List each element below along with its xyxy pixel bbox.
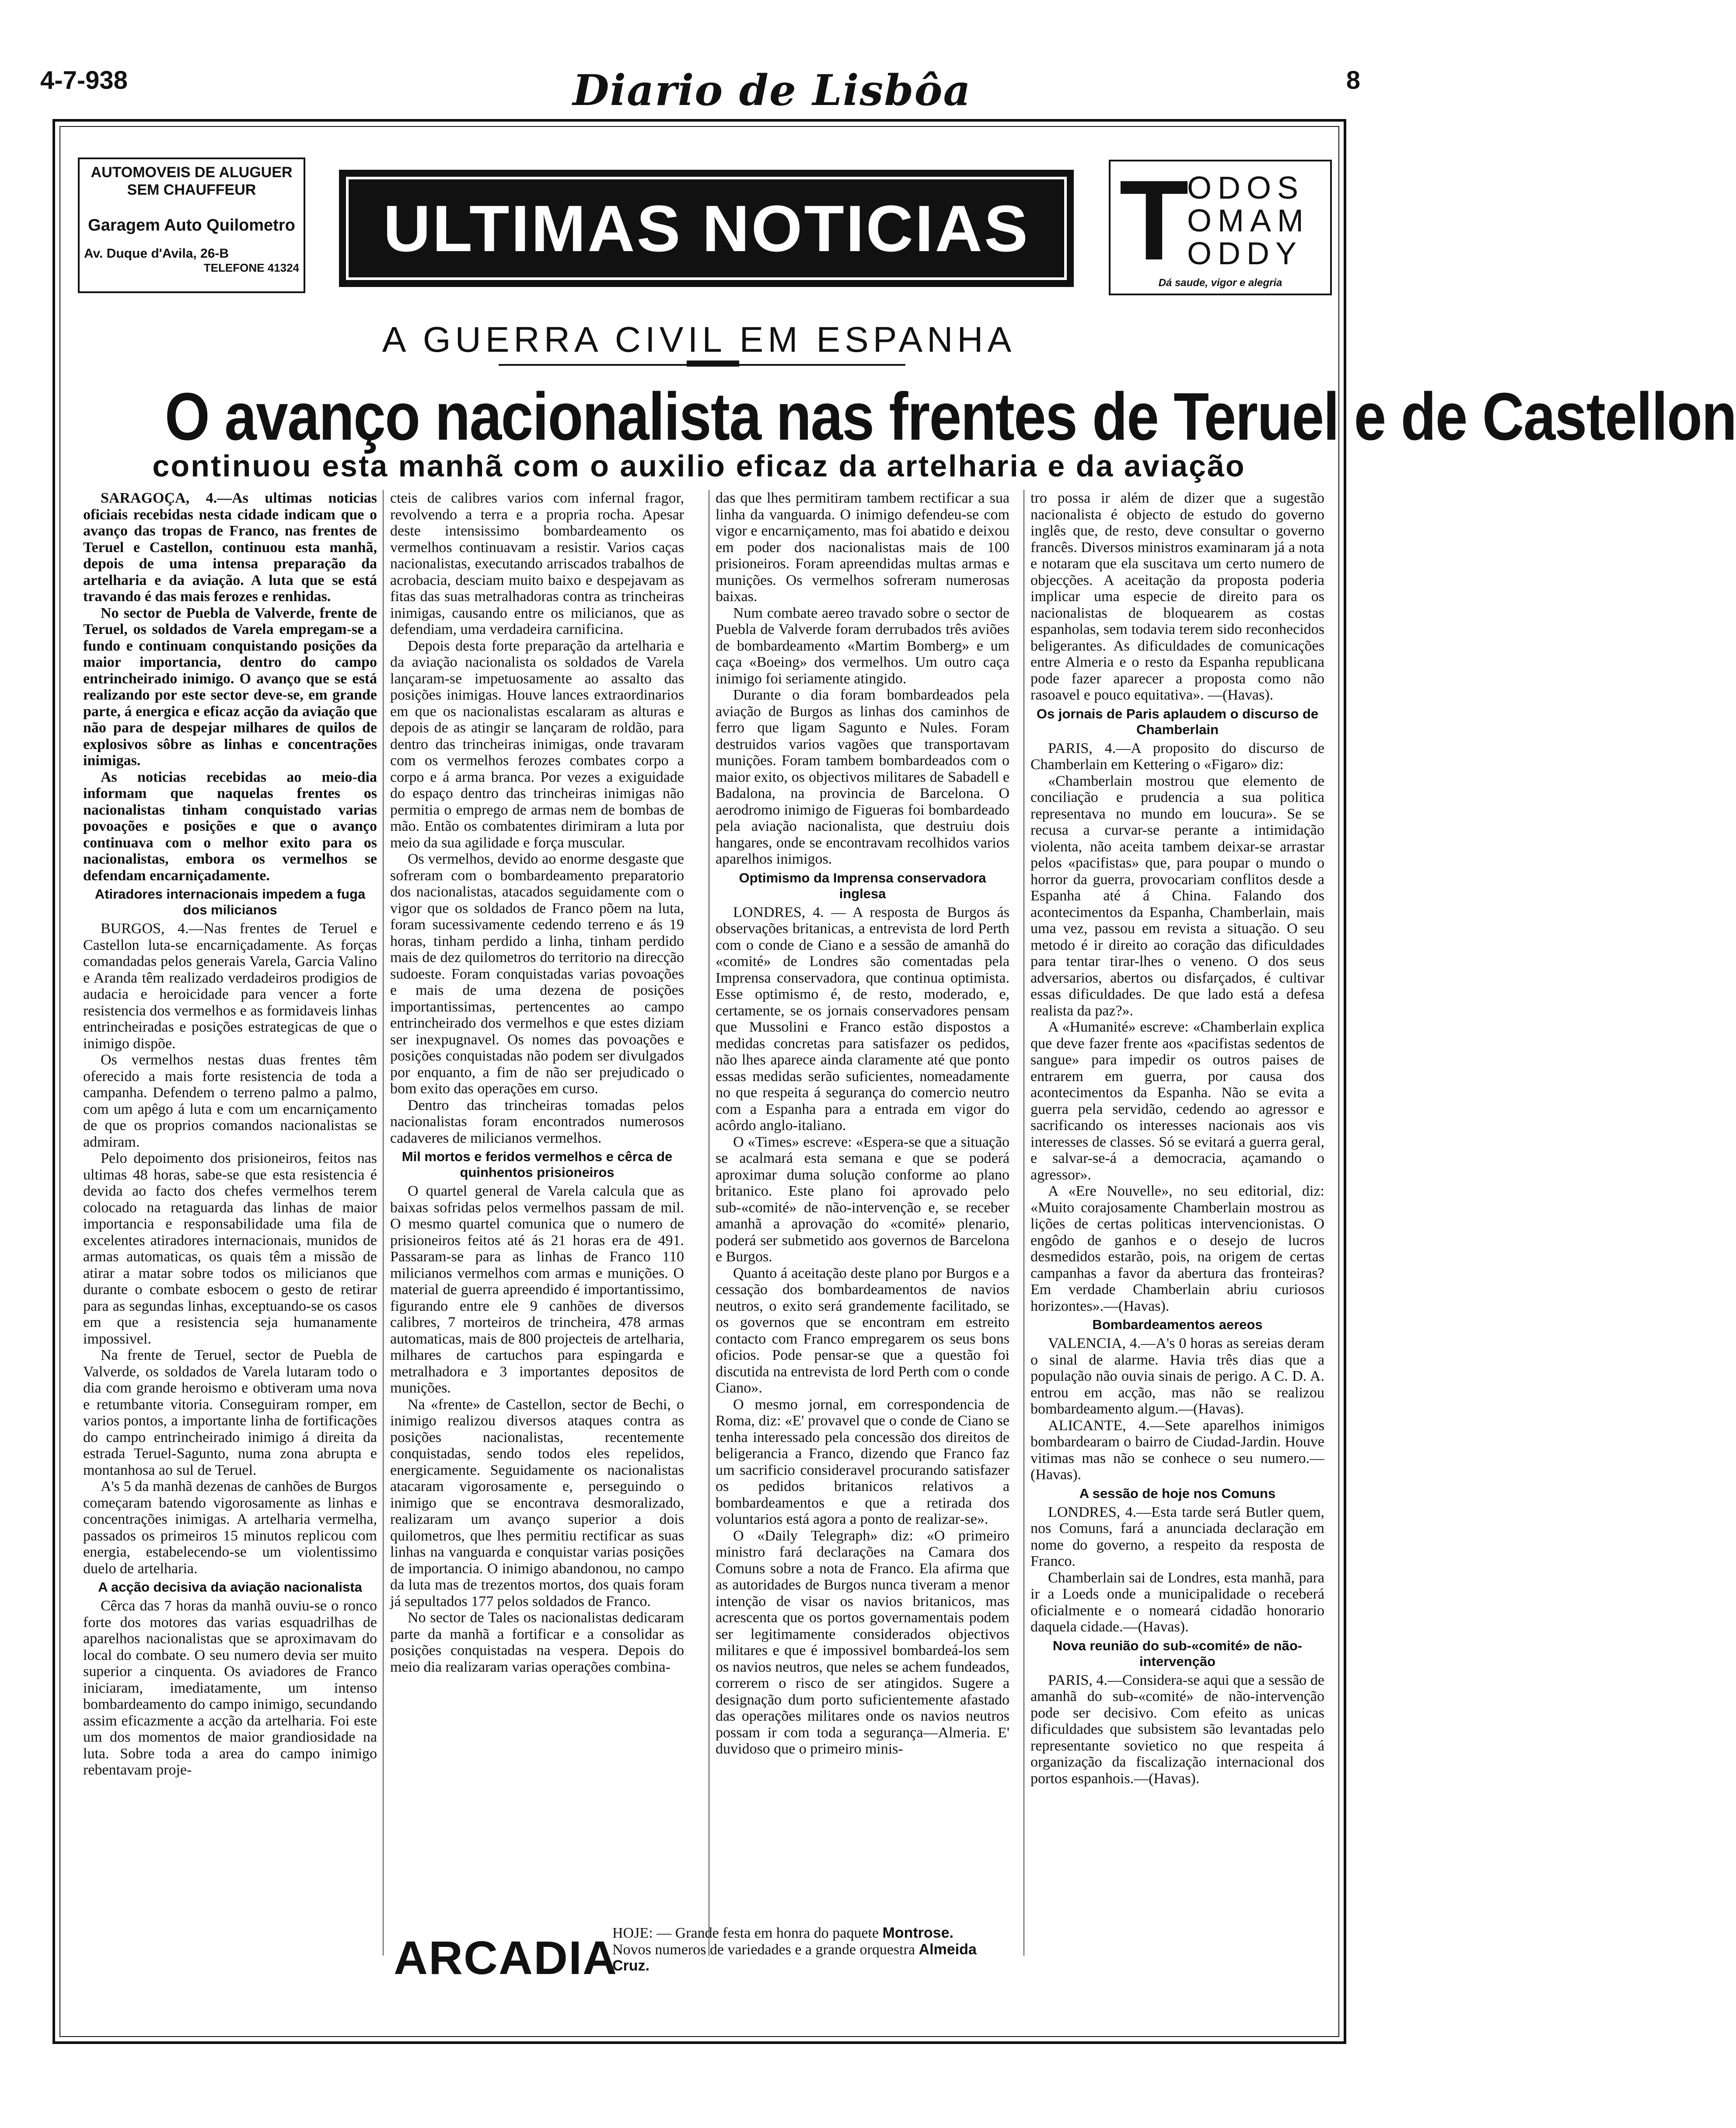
paragraph: tro possa ir além de dizer que a sugestão nacionalista é objecto de estudo do governo inglês que, de resto, deve consultar o governo francês. Diversos ministros examinaram já a nota e notaram que ela suscitava um certo numero de objecções. A aceitação da proposta poderia implicar uma especie de direito para os nacionalistas de bloquearem as costas espanholas, sem todavia terem sido reconhecidos beligerantes. As dificuldades de comunicações entre Almeria e o resto da Espanha republicana pode fazer aparecer a proposta como não rasoavel e pouco equitativa». —(Havas). [1030, 490, 1324, 703]
arcadia-ad [385, 1925, 1041, 2012]
subheading: Os jornais de Paris aplaudem o discurso de Chamberlain [1036, 706, 1319, 737]
paragraph: SARAGOÇA, 4.—As ultimas noticias oficiais recebidas nesta cidade indicam que o avanço das tropas de Franco, nas frentes de Teruel e Castellon, continuou esta manhã, depois de uma intensa preparação da artelharia e da aviação. A luta que se está travando é das mais ferozes e renhidas. [83, 490, 377, 605]
ad-line: TELEFONE 41324 [203, 261, 299, 274]
paragraph: O «Times» escreve: «Espera-se que a situação se acalmará esta semana e que se poderá aproximar duma solução conforme ao plano britanico. Este plano foi aprovado pelo sub-«comité» de não-intervenção e, se receber amanhã a aprovação do «comité» plenario, poderá ser submetido aos governos de Barcelona e Burgos. [716, 1134, 1009, 1265]
article-column-3 [716, 490, 1009, 1934]
paragraph: Chamberlain sai de Londres, esta manhã, para ir a Loeds onde a municipalidade o receberá oficialmente e o nomeará cidadão honorario daquela cidade.—(Havas). [1030, 1569, 1324, 1635]
arcadia-name: ARCADIA [394, 1931, 618, 1984]
kicker-bar [687, 360, 739, 367]
paragraph: Dentro das trincheiras tomadas pelos nacionalistas foram encontrados numerosos cadaveres de milicianos vermelhos. [390, 1097, 684, 1146]
paragraph: «Chamberlain mostrou que elemento de conciliação e prudencia a sua politica representava no mundo em loucura». Se se recusa a curvar-se perante a intimidação violenta, não aceita tambem deixar-se arrastar pelos «pacifistas» que, para poupar o mundo o horror da guerra, provocariam conflitos desde a Espanha até á China. Falando dos acontecimentos da Espanha, Chamberlain, mais uma vez, passou em revista a situação. O seu metodo é ir direito ao coração das dificuldades para tentar tirar-lhes o veneno. O dos seus adversarios, abertos ou disfarçados, é cultivar essas dificuldades. De que lado está a defesa realista da paz?». [1030, 773, 1324, 1019]
paragraph: Cêrca das 7 horas da manhã ouviu-se o ronco forte dos motores das varias esquadrilhas de aparelhos nacionalistas que se aproximavam do local do combate. O seu numero devia ser muito superior a cinquenta. Os aviadores de Franco iniciaram, imediatamente, um intenso bombardeamento do campo inimigo, secundando assim eficazmente a acção da artelharia. Foi este um dos momentos de maior grandiosidade na luta. Sobre toda a area do campo inimigo rebentavam proje- [83, 1598, 377, 1778]
paragraph: A «Humanité» escreve: «Chamberlain explica que deve fazer frente aos «pacifistas sedentos de sangue» para impedir os outros paises de entrarem em guerra, por causa dos acontecimentos da Espanha. Não se evita a guerra pela servidão, cedendo ao agressor e sacrificando os interesses nacionais aos vis interesses de classes. Só se evitará a guerra geral, e salvar-se-á a democracia, açamando o agressor». [1030, 1019, 1324, 1183]
paragraph: cteis de calibres varios com infernal fragor, revolvendo a terra e a propria rocha. Apesar deste intensissimo bombardeamento os vermelhos continuavam a resistir. Varios caças nacionalistas, executando arriscados trabalhos de acrobacia, desciam muito baixo e despejavam as fitas das suas metralhadoras contra as trincheiras inimigas, causando entre os milicianos, que as defendiam, uma verdadeira carnificina. [390, 490, 684, 637]
section-banner: ULTIMAS NOTICIAS [339, 170, 1074, 287]
paragraph: O mesmo jornal, em correspondencia de Roma, diz: «E' provavel que o conde de Ciano se tenha interessado pela concessão dos direitos de beligerancia a Franco, dizendo que Franco faz um sacrificio consideravel procurando satisfazer os pedidos britanicos relativos a bombardeamentos e que a retirada dos voluntarios está agora a ponto de realizar-se». [716, 1396, 1009, 1527]
paragraph: Durante o dia foram bombardeados pela aviação de Burgos as linhas dos caminhos de ferro que ligam Sagunto e Nules. Foram destruidos varios vagões que transportavam munições. Foram tambem bombardeados com o maior exito, os objectivos militares de Sabadell e Badalona, na provincia de Barcelona. O aerodromo inimigo de Figueras foi bombardeado pela aviação nacionalista, que destruiu dois hangares, onde se encontravam recolhidos varios aparelhos inimigos. [716, 687, 1009, 867]
paragraph: Na frente de Teruel, sector de Puebla de Valverde, os soldados de Varela lutaram todo o dia com grande heroismo e obtiveram uma nova e retumbante vitoria. Conseguiram romper, em varios pontos, a importante linha de fortificações do campo entrincheirado inimigo á direita da estrada Teruel-Sagunto, numa zona abrupta e montanhosa ao sul de Teruel. [83, 1347, 377, 1478]
paragraph: A «Ere Nouvelle», no seu editorial, diz: «Muito corajosamente Chamberlain mostrou as lições de certas politicas intervencionistas. O engôdo de ganhos e o desejo de lucros desmedidos estarão, pois, na origem de certas campanhas a favor da abertura das fronteiras? Em verdade Chamberlain abriu curiosos horizontes».—(Havas). [1030, 1183, 1324, 1314]
page-number: 8 [1346, 66, 1360, 94]
ad-word: OMAM [1187, 203, 1310, 238]
paragraph: As noticias recebidas ao meio-dia informam que naquelas frentes os nacionalistas tinham conquistado varias povoações e posições e que o avanço continuava com o melhor exito para os nacionalistas, embora os vermelhos se defendam encarniçadamente. [83, 769, 377, 884]
column-rule [1023, 490, 1024, 1956]
ad-big-letter: T [1119, 157, 1189, 284]
subheading: Optimismo da Imprensa conservadora inglesa [739, 870, 986, 901]
arcadia-text: HOJE: — Grande festa em honra do paquete Montrose. Novos numeros de variedades e a grande orquestra Almeida Cruz. [612, 1925, 977, 1974]
ad-line: Av. Duque d'Avila, 26-B [84, 246, 229, 261]
paragraph: das que lhes permitiram tambem rectificar a sua linha da vanguarda. O inimigo defendeu-se com vigor e encarniçamento, mas foi abatido e deixou em poder dos nacionalistas mais de 100 prisioneiros. Foram apreendidas multas armas e munições. Os vermelhos sofreram numerosas baixas. [716, 490, 1009, 605]
paragraph: Os vermelhos, devido ao enorme desgaste que sofreram com o bombardeamento preparatorio dos nacionalistas, atacados seguidamente com o vigor que os soldados de Franco põem na luta, foram sucessivamente cedendo terreno e ás 19 horas, tinham perdido a linha, tinham perdido mais de dez quilometros do territorio na direcção sudoeste. Foram conquistadas varias povoações e mais de uma dezena de posições importantissimas, pertencentes ao campo entrincheirado dos vermelhos e que estes diziam ser inexpugnavel. Os nomes das povoações e posições conquistadas não podem ser divulgados por enquanto, a fim de não ser prejudicado o bom exito das operações em curso. [390, 851, 684, 1097]
paragraph: No sector de Puebla de Valverde, frente de Teruel, os soldados de Varela empregam-se a fundo e continuam conquistando posições da maior importancia, dentro do campo entrincheirado inimigo. O avanço que se está realizando por este sector deve-se, em grande parte, á energica e eficaz acção da aviação que não para de despejar milhares de quilos de explosivos sôbre as linhas e concentrações inimigas. [83, 605, 377, 769]
subheadline: continuou esta manhã com o auxilio eficaz da artelharia e da aviação [152, 449, 1246, 483]
subheading: A acção decisiva da aviação nacionalista [98, 1579, 362, 1595]
subheading: Atiradores internacionais impedem a fuga dos milicianos [94, 886, 366, 917]
paragraph: Os vermelhos nestas duas frentes têm oferecido a mais forte resistencia de toda a campanha. Defendem o terreno palmo a palmo, com um apêgo á luta e com um encarniçamento de que os proprios comandos nacionalistas se admiram. [83, 1052, 377, 1150]
column-rule [383, 490, 384, 1956]
toddy-ad [1109, 157, 1332, 295]
paragraph: BURGOS, 4.—Nas frentes de Teruel e Castellon luta-se encarniçadamente. As forças comandadas pelos generais Varela, Garcia Valino e Aranda têm realizado verdadeiros prodigios de audacia e heroicidade para vencer a forte resistencia dos vermelhos e as formidaveis linhas entrincheiradas e posições estrategicas de que o inimigo dispõe. [83, 920, 377, 1052]
paragraph: No sector de Tales os nacionalistas dedicaram parte da manhã a fortificar e a consolidar as posições conquistadas na vespera. Depois do meio dia realizaram varias operações combina- [390, 1610, 684, 1675]
paragraph: PARIS, 4.—Considera-se aqui que a sessão de amanhã do sub-«comité» de não-intervenção pode ser decisivo. Com efeito as unicas dificuldades que subsistem são levantadas pelo representante sovietico no que respeita á organização da fiscalização internacional dos portos espanhois.—(Havas). [1030, 1672, 1324, 1787]
paragraph: Depois desta forte preparação da artelharia e da aviação nacionalista os soldados de Varela lançaram-se impetuosamente ao assalto das posições inimigas. Houve lances extraordinarios em que os nacionalistas escalaram as alturas e depois de as atingir se lançaram de roldão, para dentro das trincheiras inimigas, onde travaram com os vermelhos ferozes combates corpo a corpo e á arma branca. Por vezes a exiguidade do espaço dentro das trincheiras inimigas não permitia o emprego de armas nem de bombas de mão. Então os combatentes dirimiram a luta por meio da sua agilidade e força muscular. [390, 637, 684, 851]
headline: O avanço nacionalista nas frentes de Teruel e de Castellon [164, 379, 1736, 454]
arcadia-lead: HOJE: [612, 1925, 653, 1941]
paragraph: A's 5 da manhã dezenas de canhões de Burgos começaram batendo vigorosamente as linhas e concentrações inimigas. A artelharia vermelha, passados os primeiros 15 minutos replicou com energia, estabelecendo-se um violentissimo duelo de artelharia. [83, 1478, 377, 1577]
car-rental-ad [78, 158, 305, 293]
arcadia-ship: Montrose. [882, 1925, 954, 1941]
paragraph: PARIS, 4.—A proposito do discurso de Chamberlain em Kettering o «Figaro» diz: [1030, 740, 1324, 773]
arcadia-text-2: Novos numeros de variedades e a grande orquestra [612, 1941, 915, 1958]
ad-line: Garagem Auto Quilometro [88, 216, 295, 234]
kicker: A GUERRA CIVIL EM ESPANHA [382, 320, 1016, 360]
paragraph: Na «frente» de Castellon, sector de Bechi, o inimigo realizou diversos ataques contra as posições nacionalistas, recentemente conquistadas, sendo todos eles repelidos, energicamente. Seguidamente os nacionalistas atacaram vigorosamente e, perseguindo o inimigo que se encontrava desmoralizado, realizaram um avanço superior a dois quilometros, que lhes permitiu rectificar as suas linhas na vanguarda e conquistar varias posições de importancia. O inimigo abandonou, no campo da luta mas de trezentos mortos, dos quais foram já sepultados 177 pelos soldados de Franco. [390, 1396, 684, 1610]
ad-line: SEM CHAUFFEUR [127, 182, 256, 198]
ad-line: AUTOMOVEIS DE ALUGUER [91, 164, 293, 181]
arcadia-orchestra: Almeida Cruz. [612, 1941, 977, 1974]
paragraph: O quartel general de Varela calcula que as baixas sofridas pelos vermelhos passam de mil. O mesmo quartel comunica que o numero de prisioneiros feitos até ás 21 horas era de 491. Passaram-se para as linhas de Franco 110 milicianos vermelhos com armas e munições. O material de guerra apreendido é importantissimo, figurando entre ele 9 canhões de diversos calibres, 7 morteiros de trincheira, 478 armas automaticas, mais de 800 projecteis de artelharia, milhares de cartuchos para espingarda e metralhadora e 3 importantes depositos de munições. [390, 1183, 684, 1396]
article-column-1 [83, 490, 377, 1934]
issue-date: 4-7-938 [40, 66, 128, 94]
paragraph: ALICANTE, 4.—Sete aparelhos inimigos bombardearam o bairro de Ciudad-Jardin. Houve vitimas mas não se conhece o seu numero.—(Havas). [1030, 1417, 1324, 1483]
article-column-2 [390, 490, 684, 1934]
newspaper-title: Diario de Lisbôa [573, 66, 971, 115]
ad-slogan: Dá saude, vigor e alegria [1158, 277, 1282, 289]
ad-word: ODOS [1187, 171, 1305, 206]
arcadia-text-1: Grande festa em honra do paquete [675, 1925, 879, 1941]
paragraph: LONDRES, 4. — A resposta de Burgos ás observações britanicas, a entrevista de lord Perth com o conde de Ciano e a sessão de amanhã do «comité» de Londres são comentadas pela Imprensa conservadora, que continua optimista. Esse optimismo é, de resto, moderado, e, certamente, se os jornais conservadores pensam que Mussolini e Franco estão dispostos a medidas concretas para satisfazer os pedidos, não lhes aparece ainda claramente até que ponto essas medidas serão suficientes, nomeadamente no que respeita á segurança do comercio neutro com a Espanha para a entrada em vigor do acôrdo anglo-italiano. [716, 904, 1009, 1134]
subheading: A sessão de hoje nos Comuns [1079, 1485, 1276, 1501]
paragraph: LONDRES, 4.—Esta tarde será Butler quem, nos Comuns, fará a anunciada declaração em nome do governo, a respeito da resposta de Franco. [1030, 1504, 1324, 1569]
subheading: Nova reunião do sub-«comité» de não-intervenção [1052, 1638, 1303, 1669]
paragraph: Num combate aereo travado sobre o sector de Puebla de Valverde foram derrubados três aviões de bombardeamento «Martim Bomberg» e um caça «Boeing» dos vermelhos. Um outro caça inimigo foi seriamente atingido. [716, 605, 1009, 687]
ad-word: ODDY [1187, 236, 1303, 271]
subheading: Bombardeamentos aereos [1092, 1317, 1263, 1332]
paragraph: Quanto á aceitação deste plano por Burgos e a cessação dos bombardeamentos de navios neutros, o exito será grandemente facilitado, se os governos que se encontram em estreito contacto com Franco empregarem os seus bons oficios. Pode pensar-se que a questão foi discutida na entrevista de lord Perth com o conde Ciano». [716, 1265, 1009, 1396]
paragraph: O «Daily Telegraph» diz: «O primeiro ministro fará declarações na Camara dos Comuns sobre a nota de Franco. Ela afirma que as autoridades de Burgos nunca tiveram a menor intenção de visar os navios britanicos, mas acrescenta que os portos governamentais podem ser legitimamente considerados objectivos militares e que é impossivel bombardeá-los sem os navios neutros, que neles se achem fundeados, correrem o risco de ser atingidos. Sugere a designação dum porto suficientemente afastado das operações militares onde os navios neutros possam ir com toda a segurança—Almeria. E' duvidoso que o primeiro minis- [716, 1527, 1009, 1757]
article-column-4 [1030, 490, 1324, 2021]
subheading: Mil mortos e feridos vermelhos e cêrca de quinhentos prisioneiros [402, 1149, 673, 1180]
paragraph: VALENCIA, 4.—A's 0 horas as sereias deram o sinal de alarme. Havia três dias que a população não ouvia sinais de perigo. A C. D. A. entrou em acção, mas não se realizou bombardeamento algum.—(Havas). [1030, 1335, 1324, 1417]
paragraph: Pelo depoimento dos prisioneiros, feitos nas ultimas 48 horas, sabe-se que esta resistencia é devida ao facto dos chefes vermelhos terem colocado na retaguarda das linhas de maior importancia e responsabilidade uma fila de excelentes atiradores internacionais, munidos de armas automaticas, os quais têm a missão de atirar a matar sobre todos os milicianos que durante o combate esbocem o gesto de retirar para as segundas linhas, exceptuando-se os casos em que a resistencia seja humanamente impossivel. [83, 1150, 377, 1347]
